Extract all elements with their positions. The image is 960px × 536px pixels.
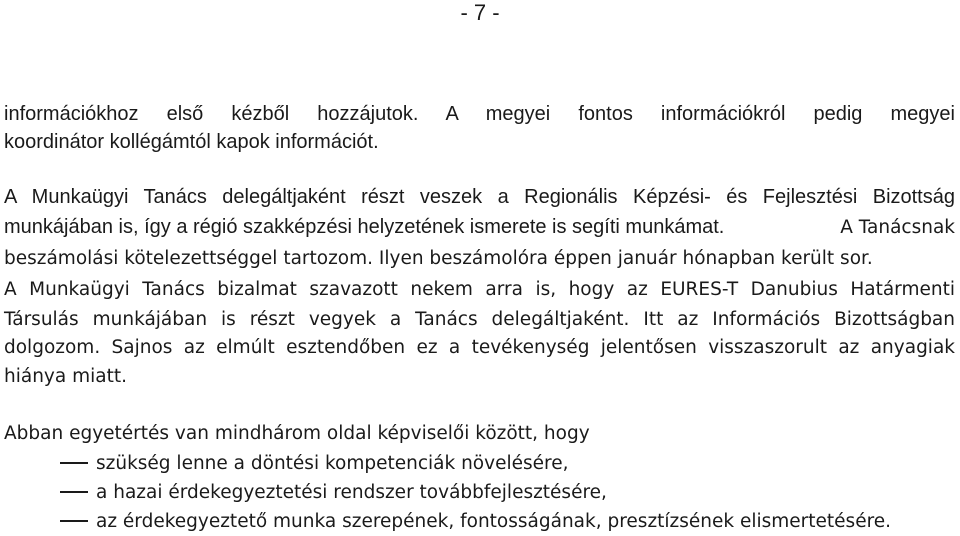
paragraph-3-intro: Abban egyetértés van mindhárom oldal képviselői között, hogy (4, 423, 590, 444)
paragraph-2-line-7: hiánya miatt. (4, 366, 127, 387)
bullet-item-text: az érdekegyeztető munka szerepének, fontosságának, presztízsének elismertetésére. (96, 511, 892, 532)
paragraph-2-line-4: A Munkaügyi Tanács bizalmat szavazott nekem arra is, hogy az EURES-T Danubius Határmenti (4, 279, 955, 300)
paragraph-2-line-2-tail: A Tanácsnak (840, 217, 955, 238)
bullet-item-text: a hazai érdekegyeztetési rendszer továbbfejlesztésére, (96, 482, 607, 503)
paragraph-2-line-2-text: munkájában is, így a régió szakképzési helyzetének ismerete is segíti munkámat. (4, 216, 725, 238)
paragraph-1-line-1: információkhoz első kézből hozzájutok. A megyei fontos információkról pedig megyei (4, 103, 955, 125)
paragraph-2-line-2 (4, 213, 955, 242)
dash-bullet-icon (60, 520, 88, 522)
dash-bullet-icon (60, 491, 88, 493)
paragraph-2-line-5: Társulás munkájában is részt vegyek a Tanács delegáltjaként. Itt az Információs Bizottságban (4, 309, 955, 330)
dash-bullet-icon (60, 462, 88, 464)
bullet-item (60, 478, 607, 507)
paragraph-2-line-3: beszámolási kötelezettséggel tartozom. Ilyen beszámolóra éppen január hónapban került sor. (4, 248, 873, 269)
paragraph-1-line-2: koordinátor kollégámtól kapok információt. (4, 131, 379, 153)
bullet-item (60, 449, 568, 478)
bullet-item (60, 507, 891, 536)
bullet-item-text: szükség lenne a döntési kompetenciák növelésére, (96, 453, 569, 474)
paragraph-2-line-6: dolgozom. Sajnos az elmúlt esztendőben ez a tevékenység jelentősen visszaszorult az anyagiak (4, 337, 955, 358)
paragraph-2-line-1: A Munkaügyi Tanács delegáltjaként részt veszek a Regionális Képzési- és Fejlesztési Bizottság (4, 186, 955, 208)
page-number: - 7 - (460, 0, 500, 25)
